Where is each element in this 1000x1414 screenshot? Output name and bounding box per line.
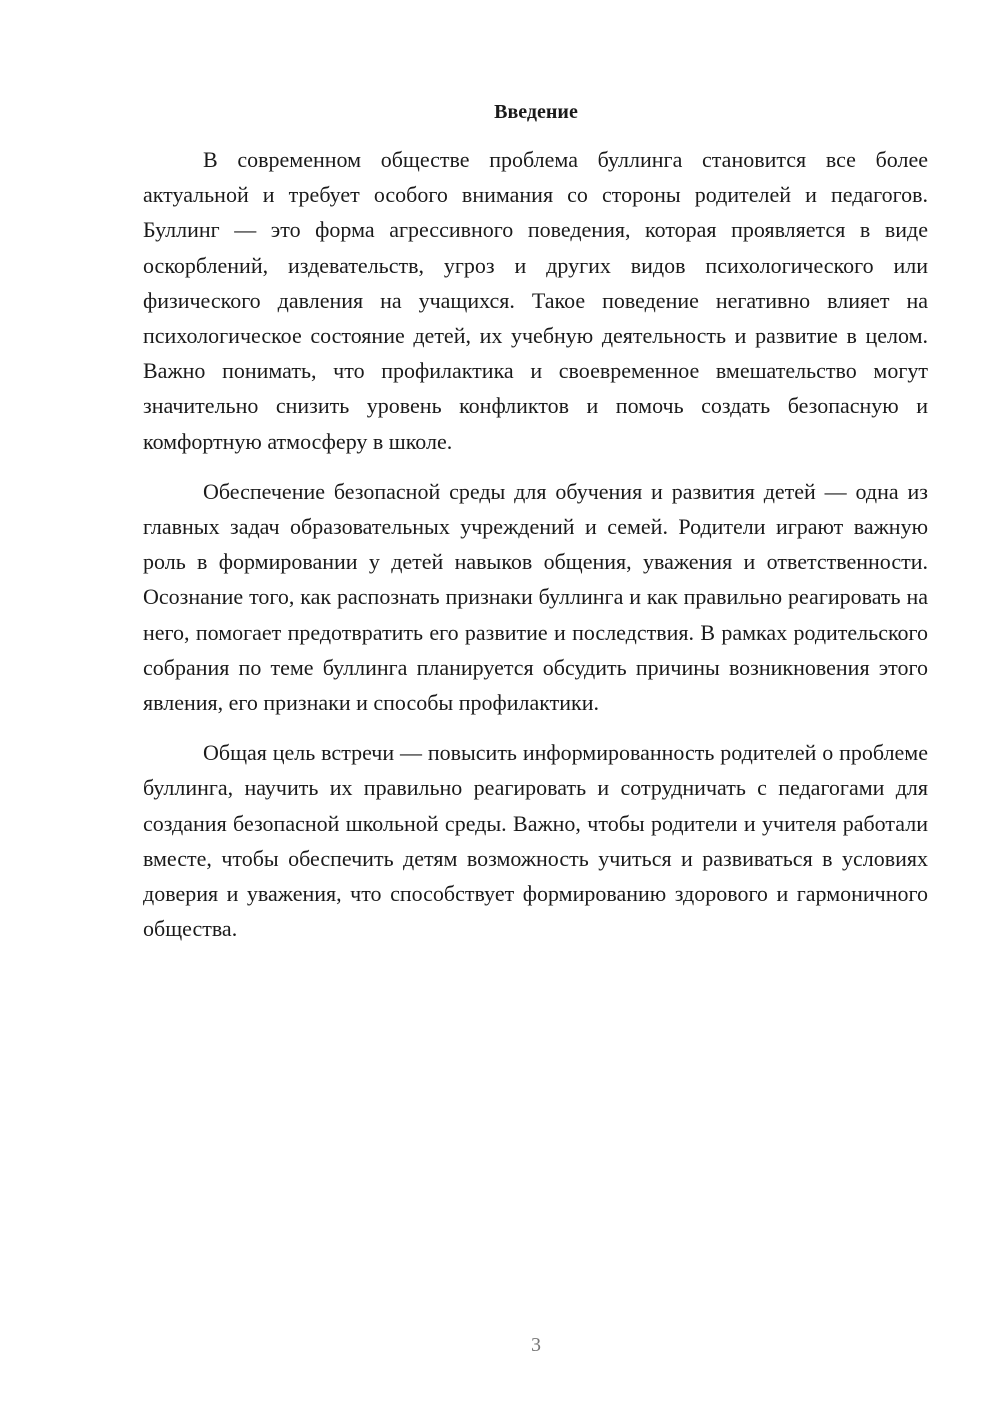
body-text [143, 142, 928, 961]
page-number: 3 [531, 1334, 541, 1356]
paragraph-1: В современном обществе проблема буллинга становится все более актуальной и требует особого внимания со стороны родителей и педагогов. Буллинг — это форма агрессивного поведения, которая проявляется в виде оскорблений, издевательств, угроз и других видов психологического или физического давления на учащихся. Такое поведение негативно влияет на психологическое состояние детей, их учебную деятельность и развитие в целом. Важно понимать, что профилактика и своевременное вмешательство могут значительно снизить уровень конфликтов и помочь создать безопасную и комфортную атмосферу в школе. [143, 147, 928, 454]
paragraph-2: Обеспечение безопасной среды для обучения и развития детей — одна из главных задач образовательных учреждений и семей. Родители играют важную роль в формировании у детей навыков общения, уважения и ответственности. Осознание того, как распознать признаки буллинга и как правильно реагировать на него, помогает предотвратить его развитие и последствия. В рамках родительского собрания по теме буллинга планируется обсудить причины возникновения этого явления, его признаки и способы профилактики. [143, 478, 928, 716]
paragraph-3: Общая цель встречи — повысить информированность родителей о проблеме буллинга, научить их правильно реагировать и сотрудничать с педагогами для создания безопасной школьной среды. Важно, чтобы родители и учителя работали вместе, чтобы обеспечить детям возможность учиться и развиваться в условиях доверия и уважения, что способствует формированию здорового и гармоничного общества. [143, 740, 928, 942]
section-heading: Введение [494, 101, 578, 123]
